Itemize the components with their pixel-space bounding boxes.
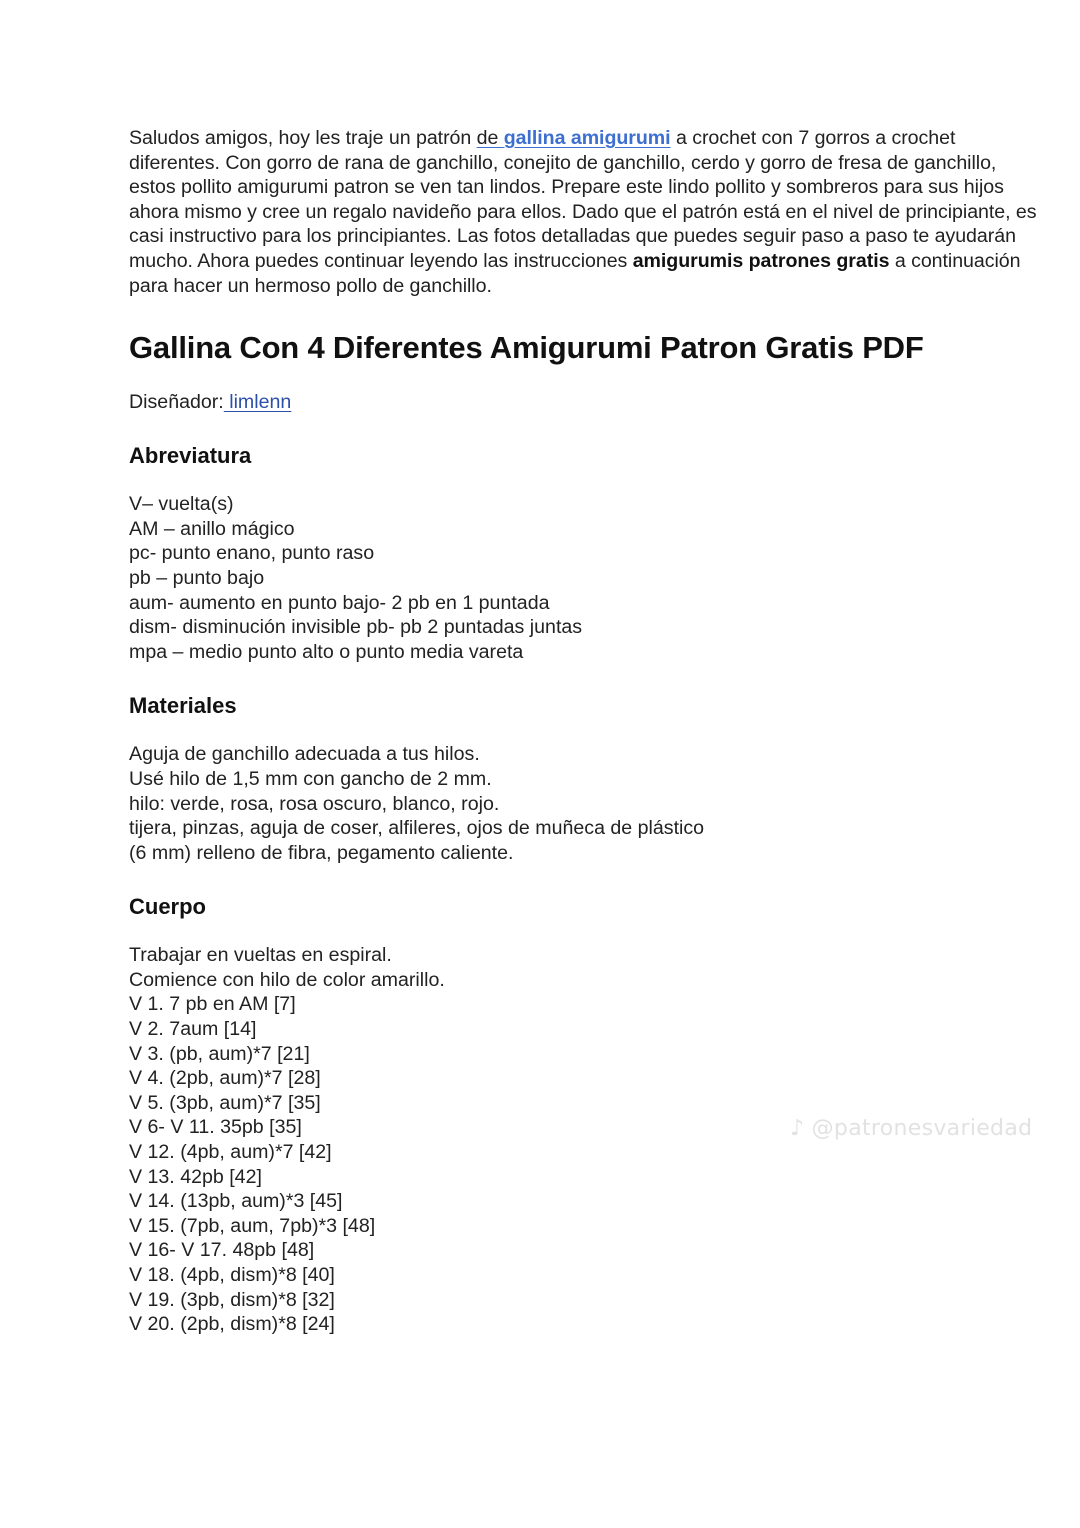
instruction-row: V 3. (pb, aum)*7 [21] [129, 1042, 310, 1065]
body-heading: Cuerpo [129, 894, 206, 920]
instruction-row: V 2. 7aum [14] [129, 1018, 257, 1041]
instruction-row: V 1. 7 pb en AM [7] [129, 993, 296, 1016]
instruction-row: V 16- V 17. 48pb [48] [129, 1239, 315, 1262]
gallina-amigurumi-link[interactable] [477, 127, 671, 149]
designer-label: Diseñador: [129, 391, 224, 414]
instruction-row: V 6- V 11. 35pb [35] [129, 1116, 302, 1139]
designer-link[interactable]: limlenn [223, 391, 292, 414]
abbreviation-item: dism- disminución invisible pb- pb 2 puntadas juntas [129, 616, 583, 639]
instruction-row: V 20. (2pb, dism)*8 [24] [129, 1313, 335, 1336]
abbreviation-item: mpa – medio punto alto o punto media vareta [129, 640, 524, 663]
instruction-row: Trabajar en vueltas en espiral. [129, 944, 392, 967]
material-item: Aguja de ganchillo adecuada a tus hilos. [129, 743, 480, 766]
instruction-row: V 12. (4pb, aum)*7 [42] [129, 1141, 332, 1164]
material-item: tijera, pinzas, aguja de coser, alfileres, ojos de muñeca de plástico [129, 817, 705, 840]
instruction-row: V 4. (2pb, aum)*7 [28] [129, 1067, 321, 1090]
materials-heading: Materiales [129, 693, 237, 719]
page-title: Gallina Con 4 Diferentes Amigurumi Patron Gratis PDF [129, 330, 924, 366]
instruction-row: V 14. (13pb, aum)*3 [45] [129, 1190, 343, 1213]
abbreviations-heading: Abreviatura [129, 443, 252, 469]
abbreviations-list [129, 492, 1044, 664]
tiktok-watermark: ♪ @patronesvariedad [790, 1116, 1033, 1141]
intro-text-2: a crochet con 7 gorros a crochet diferentes. Con gorro de rana de ganchillo, conejito de ganchillo, cerdo y gorro de fresa de ganchillo, estos pollito amigurumi patron se ven tan lindos. Prepare este lindo pollito y sombreros para sus hijos ahora mismo y cree un regalo navideño para ellos. Dado que el patrón está en el nivel de principiante, es casi instructivo para los principiantes. Las fotos detalladas que puedes seguir paso a paso te ayudarán mucho. Ahora puedes continuar leyendo las instrucciones [129, 127, 1037, 272]
materials-list [129, 742, 1044, 865]
abbreviation-item: V– vuelta(s) [129, 493, 234, 516]
instruction-row: V 13. 42pb [42] [129, 1165, 262, 1188]
intro-text-3: a continuación para hacer un hermoso pollo de ganchillo. [129, 249, 1021, 297]
instruction-row: V 5. (3pb, aum)*7 [35] [129, 1091, 321, 1114]
article [129, 126, 1044, 1337]
link-prefix: de [476, 127, 504, 149]
instruction-row: Comience con hilo de color amarillo. [129, 968, 445, 991]
abbreviation-item: pc- punto enano, punto raso [129, 542, 375, 565]
intro-paragraph [129, 126, 1044, 298]
material-item: Usé hilo de 1,5 mm con gancho de 2 mm. [129, 767, 492, 790]
material-item: (6 mm) relleno de fibra, pegamento caliente. [129, 841, 514, 864]
instruction-row: V 18. (4pb, dism)*8 [40] [129, 1264, 335, 1286]
abbreviation-item: pb – punto bajo [129, 566, 265, 589]
abbreviation-item: aum- aumento en punto bajo- 2 pb en 1 puntada [129, 591, 550, 614]
material-item: hilo: verde, rosa, rosa oscuro, blanco, rojo. [129, 792, 500, 815]
instruction-row: V 15. (7pb, aum, 7pb)*3 [48] [129, 1214, 376, 1237]
designer-line [129, 390, 1044, 414]
instruction-row: V 19. (3pb, dism)*8 [32] [129, 1288, 335, 1311]
intro-bold-term: amigurumis patrones gratis [632, 249, 890, 272]
intro-text-1: Saludos amigos, hoy les traje un patrón [129, 127, 477, 149]
abbreviation-item: AM – anillo mágico [129, 517, 295, 540]
link-text: gallina amigurumi [503, 127, 671, 149]
